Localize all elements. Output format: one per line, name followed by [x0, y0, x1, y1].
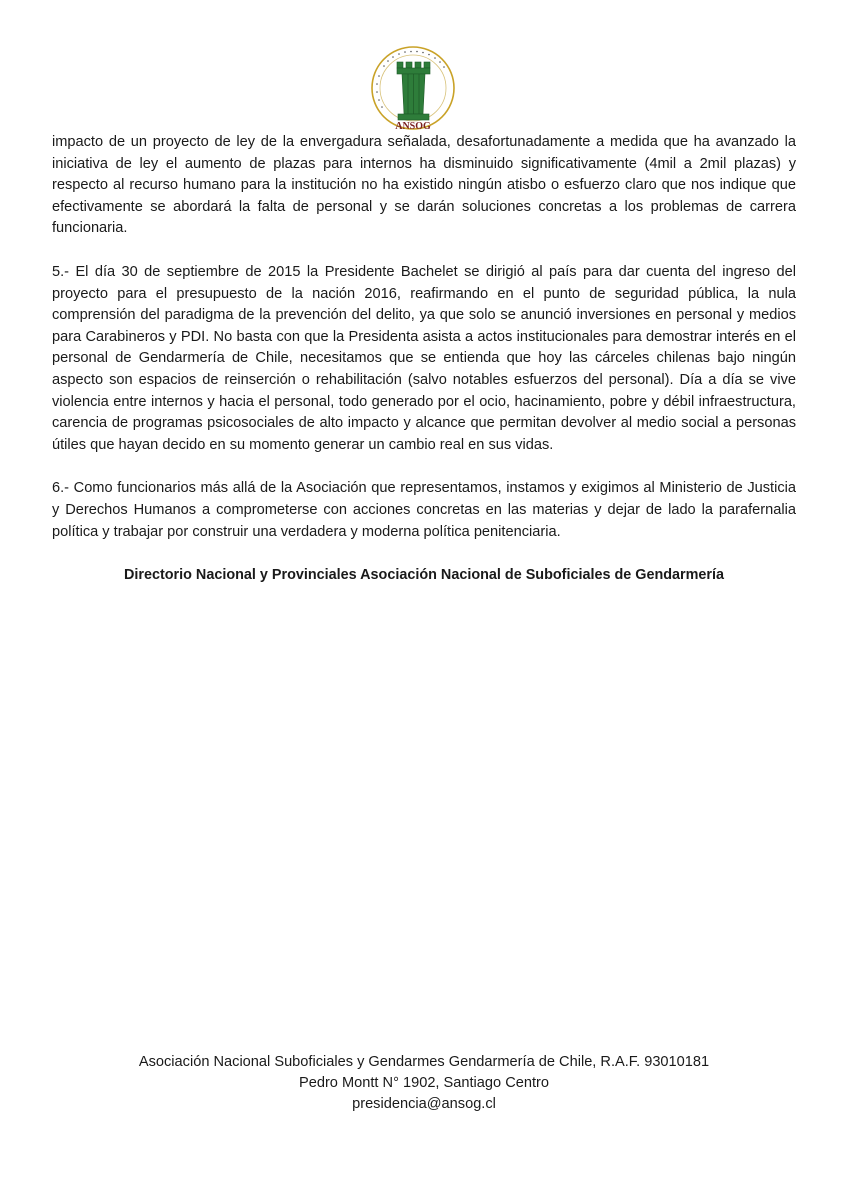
- footer: [0, 1052, 848, 1115]
- footer-email[interactable]: presidencia@ansog.cl: [352, 1096, 496, 1112]
- paragraph-6: 6.- Como funcionarios más allá de la Asociación que representamos, instamos y exigimos al Ministerio de Justicia y Derechos Humanos a comprometerse con acciones concretas en las materias y dejar de lado la parafernalia política y trabajar por construir una verdadera y moderna política penitenciaria.: [52, 480, 796, 540]
- letter-body: [52, 132, 796, 587]
- footer-address: Pedro Montt N° 1902, Santiago Centro: [298, 1075, 550, 1091]
- ansog-logo-graphic: [364, 44, 462, 132]
- footer-org-line: Asociación Nacional Suboficiales y Gendarmes Gendarmería de Chile, R.A.F. 93010181: [138, 1054, 710, 1070]
- paragraph-5: 5.- El día 30 de septiembre de 2015 la Presidente Bachelet se dirigió al país para dar cuenta del ingreso del proyecto para el presupuesto de la nación 2016, reafirmando en el punto de seguridad pública, la nula comprensión del paradigma de la prevención del delito, ya que solo se anunció inversiones en personal y medios para Carabineros y PDI. No basta con que la Presidenta asista a actos institucionales para demostrar interés en el personal de Gendarmería de Chile, necesitamos que se entienda que hoy las cárceles chilenas bajo ningún aspecto son espacios de reinserción o rehabilitación (salvo notables esfuerzos del personal). Día a día se vive violencia entre internos y hacia el personal, todo generado por el ocio, hacinamiento, pobre y débil infraestructura, carencia de programas psicosociales de alto impacto y alcance que permitan devolver al medio social a personas útiles que hayan decido en su momento generar un cambio real en sus vidas.: [52, 263, 796, 453]
- signature: Directorio Nacional y Provinciales Asociación Nacional de Suboficiales de Gendarmería: [123, 567, 725, 584]
- logo-text: ANSOG: [395, 121, 431, 132]
- paragraph-intro: impacto de un proyecto de ley de la envergadura señalada, desafortunadamente a medida que ha avanzado la iniciativa de ley el aumento de plazas para internos ha disminuido significativamente (4mil a 2mil plazas) y respecto al recurso humano para la institución no ha existido ningún atisbo o esfuerzo claro que nos indique que efectivamente se abordará la falta de personal y se darán soluciones concretas a los problemas de carrera funcionaria.: [52, 134, 796, 237]
- ansog-logo: [364, 44, 462, 132]
